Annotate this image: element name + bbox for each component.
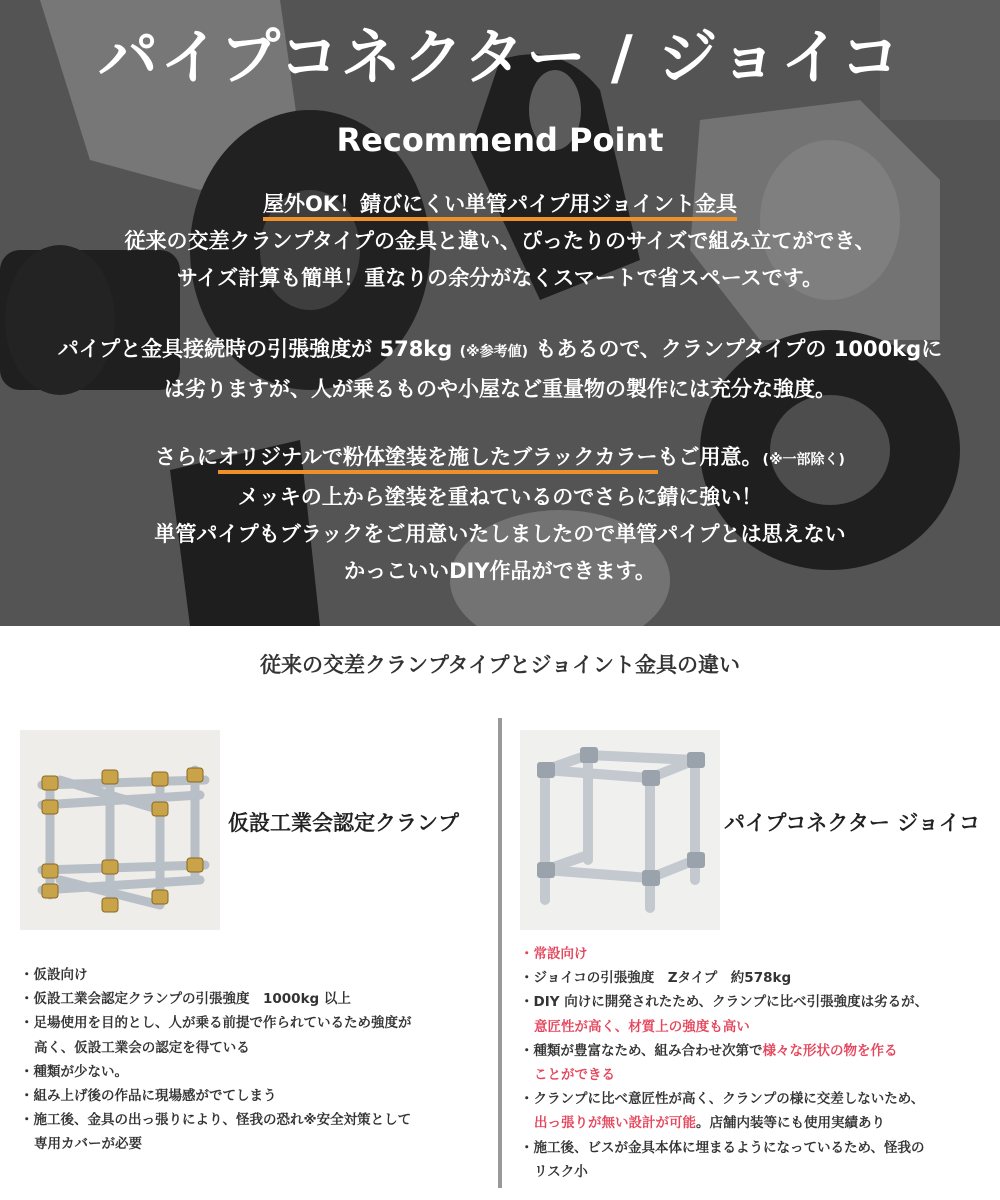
- list-item: 出っ張りが無い設計が可能。店舗内装等にも使用実績あり: [534, 1115, 885, 1132]
- paragraph-line: かっこいいDIY作品ができます。: [344, 559, 656, 583]
- joiko-label: パイプコネクター ジョイコ: [724, 811, 980, 835]
- clamp-column: [20, 726, 500, 1196]
- list-item: ・DIY 向けに開発されたため、クランプに比べ引張強度は劣るが、: [520, 994, 929, 1011]
- list-item: ・ジョイコの引張強度 Zタイプ 約578kg: [520, 970, 792, 987]
- list-item: 高く、仮設工業会の認定を得ている: [34, 1039, 250, 1056]
- page-title: パイプコネクター / ジョイコ: [97, 23, 903, 93]
- clamp-frame-photo: [20, 730, 220, 930]
- reference-note: (※参考値): [459, 344, 529, 360]
- paragraph-line: メッキの上から塗装を重ねているのでさらに錆に強い！: [237, 485, 763, 509]
- list-item: ・施工後、金具の出っ張りにより、怪我の恐れ※安全対策として: [20, 1112, 412, 1129]
- underlined-phrase: オリジナルで粉体塗装を施したブラックカラー: [218, 445, 658, 474]
- list-item: ・常設向け: [520, 946, 588, 962]
- list-item: ・足場使用を目的とし、人が乗る前提で作られているため強度が: [20, 1015, 412, 1032]
- highlight-text: 様々な形状の物を作る: [762, 1042, 898, 1059]
- highlight-text: 出っ張りが無い設計が可能: [534, 1115, 696, 1132]
- list-item: ことができる: [534, 1067, 615, 1084]
- paragraph-line: 単管パイプもブラックをご用意いたしましたので単管パイプとは思えない: [154, 522, 846, 546]
- list-item: ・種類が豊富なため、組み合わせ次第で様々な形状の物を作る: [520, 1042, 898, 1059]
- comparison-heading: 従来の交差クランプタイプとジョイント金具の違い: [259, 653, 741, 677]
- paragraph-fit: [0, 186, 1000, 297]
- list-item: 専用カバーが必要: [34, 1136, 142, 1153]
- paragraph-line: さらにオリジナルで粉体塗装を施したブラックカラーもご用意。(※一部除く): [0, 439, 1000, 479]
- list-item: ・施工後、ビスが金具本体に埋まるようになっているため、怪我の: [520, 1139, 925, 1156]
- list-item: リスク小: [534, 1163, 588, 1180]
- paragraph-line: は劣りますが、人が乗るものや小屋など重量物の製作には充分な強度。: [164, 377, 836, 401]
- list-item: ・クランプに比べ意匠性が高く、クランプの様に交差しないため、: [520, 1091, 925, 1108]
- paragraph-black-color: [0, 439, 1000, 590]
- joiko-column: [520, 726, 1000, 1196]
- paragraph-strength: [0, 331, 1000, 408]
- underlined-headline: 屋外OK！錆びにくい単管パイプ用ジョイント金具: [263, 192, 737, 221]
- clamp-label: 仮設工業会認定クランプ: [228, 811, 459, 835]
- clamp-feature-list: [20, 963, 412, 1157]
- joiko-feature-list: [520, 942, 928, 1184]
- paragraph-line: 従来の交差クランプタイプの金具と違い、ぴったりのサイズで組み立てができ、: [124, 229, 876, 253]
- list-item: ・種類が少ない。: [20, 1063, 128, 1080]
- list-item: ・仮設工業会認定クランプの引張強度 1000kg 以上: [20, 991, 351, 1008]
- recommend-point-heading: Recommend Point: [336, 121, 664, 159]
- list-item: 意匠性が高く、材質上の強度も高い: [534, 1018, 750, 1035]
- list-item: ・組み上げ後の作品に現場感がでてしまう: [20, 1088, 277, 1105]
- paragraph-line: パイプと金具接続時の引張強度が 578kg (※参考値) もあるので、クランプタイプの 1000kgに: [57, 337, 943, 361]
- joiko-frame-photo: [520, 730, 720, 930]
- exception-note: (※一部除く): [762, 452, 845, 468]
- paragraph-line: サイズ計算も簡単！重なりの余分がなくスマートで省スペースです。: [176, 266, 824, 290]
- list-item: ・仮設向け: [20, 967, 88, 983]
